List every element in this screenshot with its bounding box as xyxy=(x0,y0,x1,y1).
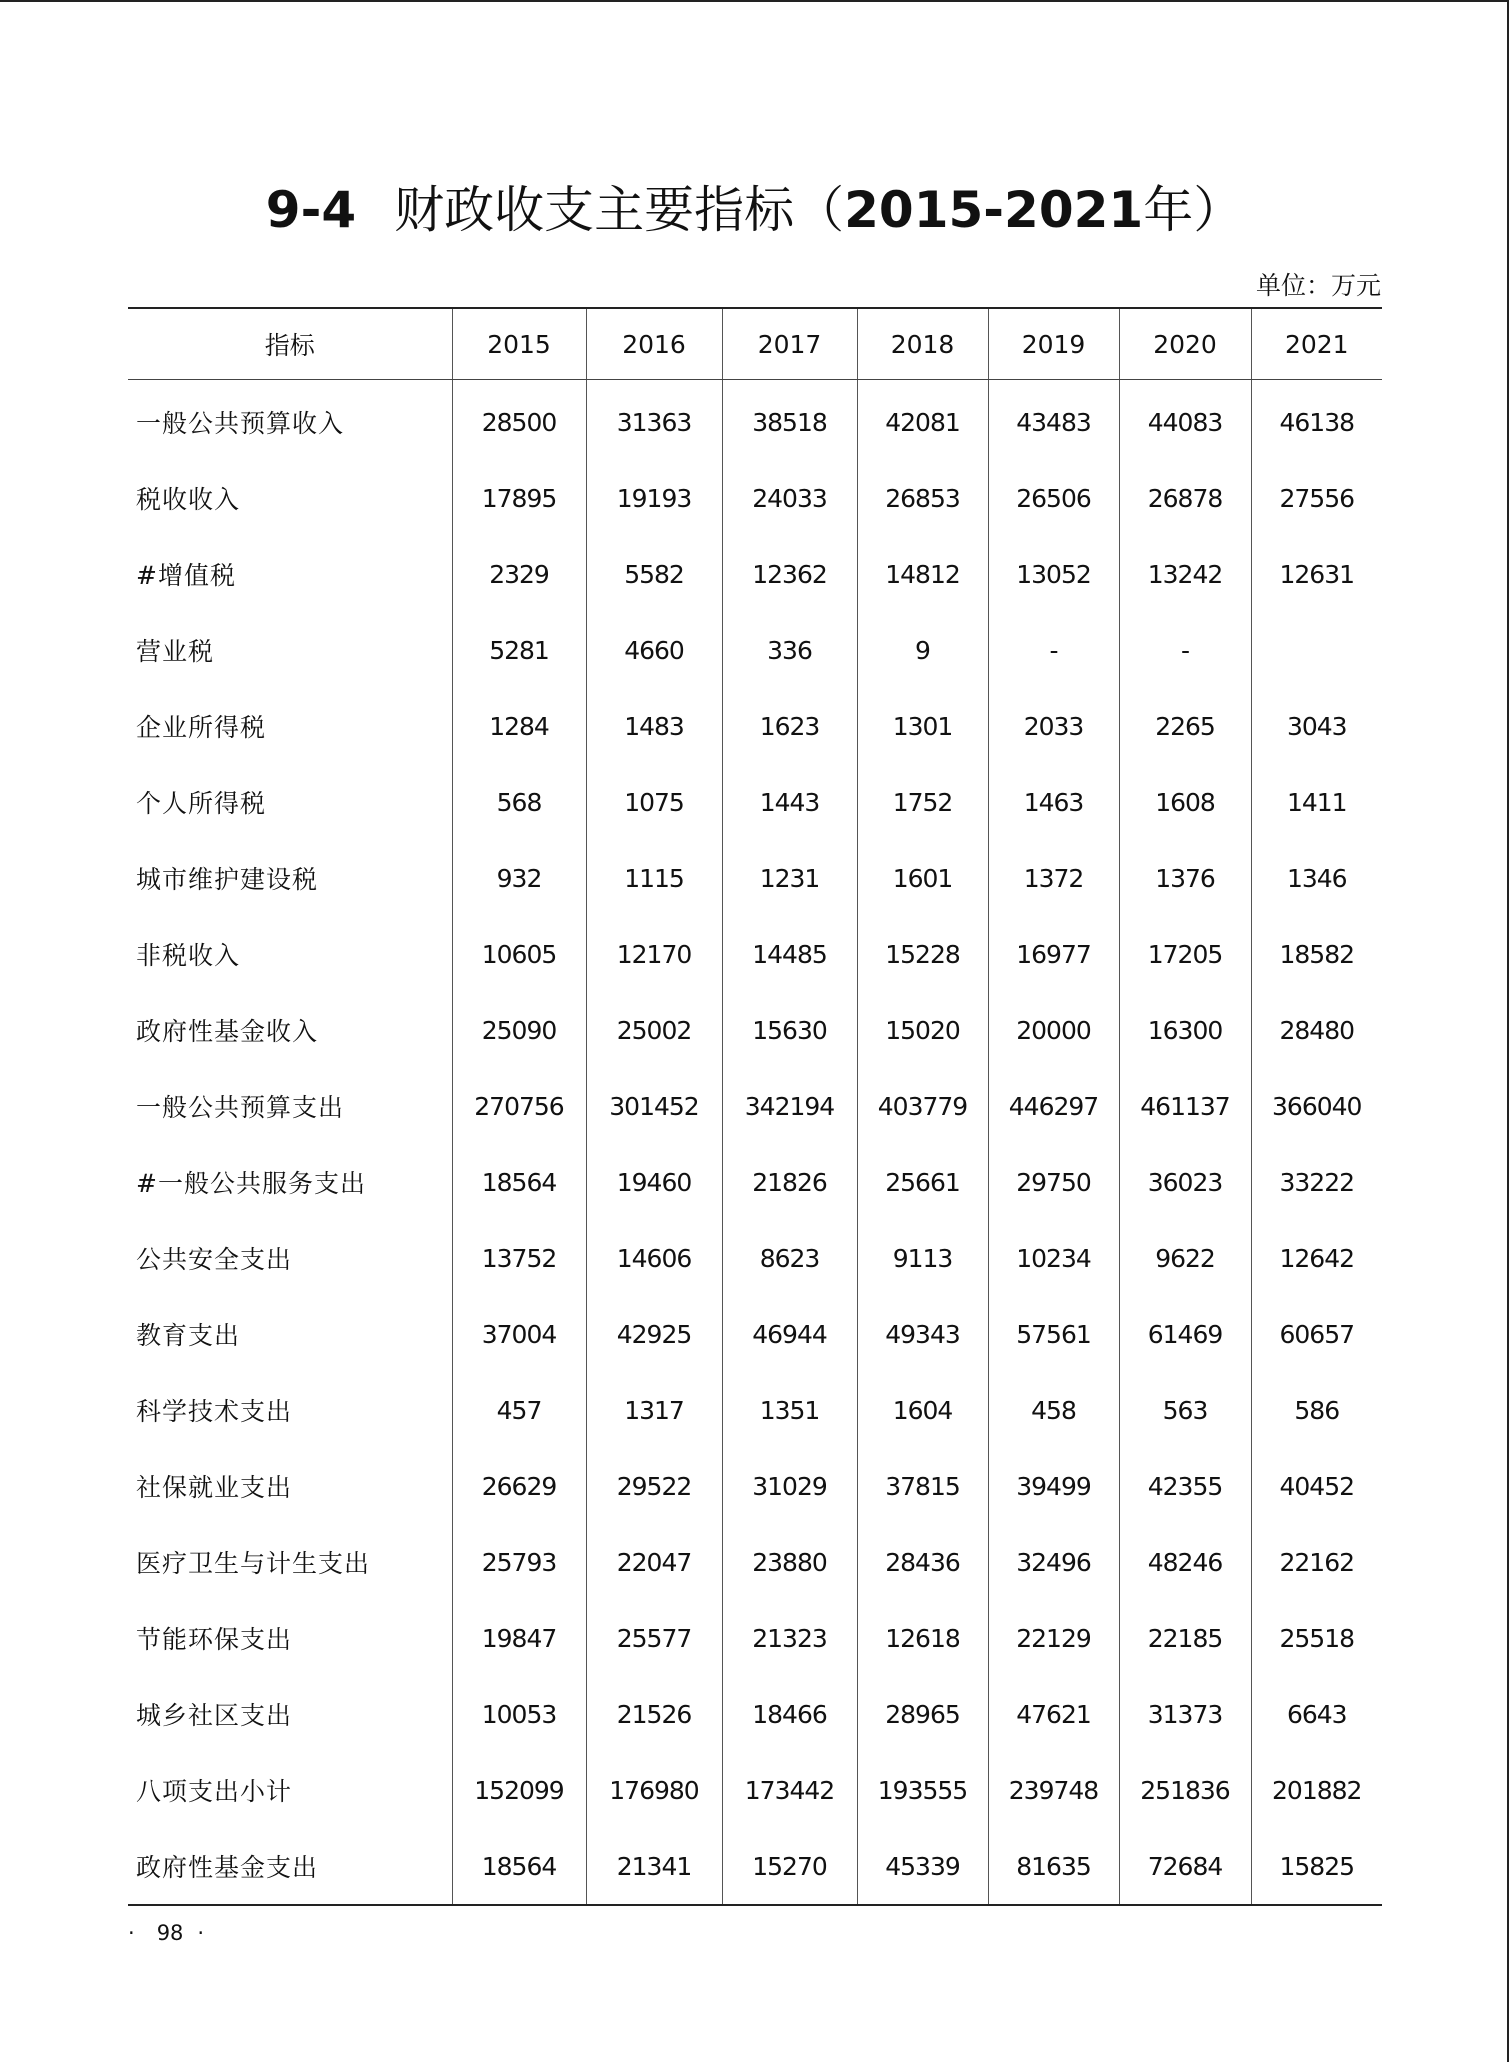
cell-value: 251836 xyxy=(1119,1752,1251,1828)
cell-value: - xyxy=(1119,612,1251,688)
row-label: 一般公共预算收入 xyxy=(136,409,345,438)
title-paren-open: （ xyxy=(794,181,845,239)
cell-value: 19193 xyxy=(586,460,722,536)
cell-value: 28480 xyxy=(1251,992,1382,1068)
cell-value: 17895 xyxy=(452,460,586,536)
cell-value: 586 xyxy=(1251,1372,1382,1448)
table-row xyxy=(128,1068,1382,1144)
cell-value: 932 xyxy=(452,840,586,916)
cell-value: 1301 xyxy=(857,688,988,764)
cell-value: 15270 xyxy=(722,1828,857,1905)
header-year: 2018 xyxy=(857,308,988,380)
cell-value: 1376 xyxy=(1119,840,1251,916)
row-label: 社保就业支出 xyxy=(136,1473,293,1502)
header-year: 2017 xyxy=(722,308,857,380)
cell-value: 336 xyxy=(722,612,857,688)
cell-value: 568 xyxy=(452,764,586,840)
cell-value: 12170 xyxy=(586,916,722,992)
table-body xyxy=(128,380,1382,1906)
row-label: 政府性基金支出 xyxy=(128,1828,452,1905)
cell-value: 72684 xyxy=(1119,1828,1251,1905)
cell-value: 173442 xyxy=(722,1752,857,1828)
cell-value: 21826 xyxy=(722,1144,857,1220)
cell-value: 18582 xyxy=(1251,916,1382,992)
table-row xyxy=(128,460,1382,536)
cell-value: 29522 xyxy=(586,1448,722,1524)
cell-value: 22047 xyxy=(586,1524,722,1600)
table-row xyxy=(128,840,1382,916)
cell-value: 457 xyxy=(452,1372,586,1448)
cell-value: 25518 xyxy=(1251,1600,1382,1676)
page-number: 98 xyxy=(156,1921,184,1945)
cell-value: 49343 xyxy=(857,1296,988,1372)
cell-value: 403779 xyxy=(857,1068,988,1144)
cell-value: 2033 xyxy=(988,688,1119,764)
cell-value: 57561 xyxy=(988,1296,1119,1372)
cell-value: 26506 xyxy=(988,460,1119,536)
cell-value: 17205 xyxy=(1119,916,1251,992)
cell-value: 29750 xyxy=(988,1144,1119,1220)
cell-value: 1284 xyxy=(452,688,586,764)
cell-value: 15630 xyxy=(722,992,857,1068)
row-label: 公共安全支出 xyxy=(136,1245,293,1274)
header-year: 2020 xyxy=(1119,308,1251,380)
cell-value: 37815 xyxy=(857,1448,988,1524)
cell-value: 1317 xyxy=(586,1372,722,1448)
cell-value: 61469 xyxy=(1119,1296,1251,1372)
row-label: 八项支出小计 xyxy=(136,1777,293,1806)
cell-value: 10605 xyxy=(452,916,586,992)
cell-value: 19847 xyxy=(452,1600,586,1676)
cell-value: 1463 xyxy=(988,764,1119,840)
cell-value: 26878 xyxy=(1119,460,1251,536)
title-text: 财政收支主要指标 xyxy=(394,181,795,239)
row-label: 政府性基金收入 xyxy=(136,1017,319,1046)
footer-dot-right: · xyxy=(197,1921,205,1945)
cell-value: 26853 xyxy=(857,460,988,536)
table-row xyxy=(128,1676,1382,1752)
cell-value: 193555 xyxy=(857,1752,988,1828)
cell-value: 1604 xyxy=(857,1372,988,1448)
cell-value: 563 xyxy=(1119,1372,1251,1448)
row-label: 一般公共预算支出 xyxy=(136,1093,345,1122)
page-footer xyxy=(128,1918,204,1948)
cell-value: 22129 xyxy=(988,1600,1119,1676)
cell-value: 12362 xyxy=(722,536,857,612)
cell-value: 1075 xyxy=(586,764,722,840)
table-row xyxy=(128,1448,1382,1524)
cell-value: 22162 xyxy=(1251,1524,1382,1600)
cell-value: 15825 xyxy=(1251,1828,1382,1905)
table-row xyxy=(128,764,1382,840)
table-row xyxy=(128,1600,1382,1676)
cell-value: 47621 xyxy=(988,1676,1119,1752)
cell-value: 48246 xyxy=(1119,1524,1251,1600)
table-row xyxy=(128,1524,1382,1600)
cell-value: 2265 xyxy=(1119,688,1251,764)
cell-value: 3043 xyxy=(1251,688,1382,764)
cell-value: 44083 xyxy=(1119,380,1251,461)
cell-value: 38518 xyxy=(722,380,857,461)
cell-value: 16977 xyxy=(988,916,1119,992)
cell-value: 239748 xyxy=(988,1752,1119,1828)
cell-value: 1231 xyxy=(722,840,857,916)
cell-value: 12618 xyxy=(857,1600,988,1676)
table-row xyxy=(128,688,1382,764)
cell-value: 12631 xyxy=(1251,536,1382,612)
cell-value: 60657 xyxy=(1251,1296,1382,1372)
cell-value: 25577 xyxy=(586,1600,722,1676)
cell-value: 45339 xyxy=(857,1828,988,1905)
title-years: 2015-2021 xyxy=(844,181,1144,239)
header-year: 2016 xyxy=(586,308,722,380)
cell-value: 31373 xyxy=(1119,1676,1251,1752)
cell-value: 1372 xyxy=(988,840,1119,916)
cell-value: 13752 xyxy=(452,1220,586,1296)
cell-value: 25002 xyxy=(586,992,722,1068)
cell-value: 21341 xyxy=(586,1828,722,1905)
row-label: 节能环保支出 xyxy=(136,1625,293,1654)
fiscal-indicators-table xyxy=(128,307,1382,1906)
cell-value: 28965 xyxy=(857,1676,988,1752)
row-label: 城市维护建设税 xyxy=(136,865,319,894)
header-indicator: 指标 xyxy=(128,308,452,380)
cell-value: 18466 xyxy=(722,1676,857,1752)
table-row xyxy=(128,1752,1382,1828)
cell-value: 9622 xyxy=(1119,1220,1251,1296)
cell-value: 37004 xyxy=(452,1296,586,1372)
cell-value: 6643 xyxy=(1251,1676,1382,1752)
row-label: 科学技术支出 xyxy=(136,1397,293,1426)
cell-value: 81635 xyxy=(988,1828,1119,1905)
table-header xyxy=(128,308,1382,380)
row-label: 营业税 xyxy=(136,637,215,666)
table-row xyxy=(128,1372,1382,1448)
row-label: 教育支出 xyxy=(136,1321,241,1350)
cell-value: 461137 xyxy=(1119,1068,1251,1144)
cell-value: 270756 xyxy=(452,1068,586,1144)
cell-value: 42355 xyxy=(1119,1448,1251,1524)
cell-value: 4660 xyxy=(586,612,722,688)
row-label: #一般公共服务支出 xyxy=(136,1169,366,1198)
table-number: 9-4 xyxy=(265,181,357,239)
cell-value: 9113 xyxy=(857,1220,988,1296)
page-title xyxy=(0,178,1509,242)
cell-value: 28500 xyxy=(452,380,586,461)
cell-value: 2329 xyxy=(452,536,586,612)
table-row xyxy=(128,1828,1382,1905)
cell-value: 27556 xyxy=(1251,460,1382,536)
cell-value: 1752 xyxy=(857,764,988,840)
cell-value: 176980 xyxy=(586,1752,722,1828)
cell-value: 18564 xyxy=(452,1144,586,1220)
table-row xyxy=(128,916,1382,992)
cell-value: 14606 xyxy=(586,1220,722,1296)
cell-value: 24033 xyxy=(722,460,857,536)
cell-value: 1601 xyxy=(857,840,988,916)
row-label: 税收收入 xyxy=(136,485,241,514)
cell-value: 15020 xyxy=(857,992,988,1068)
table-row xyxy=(128,380,1382,461)
row-label: 企业所得税 xyxy=(136,713,267,742)
table-row xyxy=(128,1220,1382,1296)
cell-value: 1608 xyxy=(1119,764,1251,840)
cell-value: 25793 xyxy=(452,1524,586,1600)
cell-value: 42081 xyxy=(857,380,988,461)
cell-value: 458 xyxy=(988,1372,1119,1448)
table-row xyxy=(128,612,1382,688)
cell-value: 5582 xyxy=(586,536,722,612)
cell-value: 25661 xyxy=(857,1144,988,1220)
cell-value: 46138 xyxy=(1251,380,1382,461)
cell-value: 13242 xyxy=(1119,536,1251,612)
cell-value: 18564 xyxy=(452,1828,586,1905)
header-year: 2015 xyxy=(452,308,586,380)
title-paren-close: ） xyxy=(1193,181,1244,239)
cell-value: 201882 xyxy=(1251,1752,1382,1828)
cell-value: 5281 xyxy=(452,612,586,688)
cell-value: 1351 xyxy=(722,1372,857,1448)
cell-value: 1346 xyxy=(1251,840,1382,916)
row-label: #增值税 xyxy=(136,561,236,590)
cell-value: 31363 xyxy=(586,380,722,461)
footer-dot-left: · xyxy=(128,1921,135,1945)
cell-value: 12642 xyxy=(1251,1220,1382,1296)
unit-label: 单位：万元 xyxy=(1255,271,1381,300)
title-year-char: 年 xyxy=(1143,181,1194,239)
cell-value: 39499 xyxy=(988,1448,1119,1524)
cell-value: 28436 xyxy=(857,1524,988,1600)
cell-value: 14812 xyxy=(857,536,988,612)
cell-value: 21526 xyxy=(586,1676,722,1752)
cell-value: 40452 xyxy=(1251,1448,1382,1524)
cell-value: 10053 xyxy=(452,1676,586,1752)
row-label: 非税收入 xyxy=(136,941,241,970)
row-label: 个人所得税 xyxy=(136,789,267,818)
cell-value: 31029 xyxy=(722,1448,857,1524)
cell-value: 16300 xyxy=(1119,992,1251,1068)
cell-value: - xyxy=(988,612,1119,688)
cell-value: 1623 xyxy=(722,688,857,764)
table-row xyxy=(128,1296,1382,1372)
cell-value: 342194 xyxy=(722,1068,857,1144)
cell-value: 301452 xyxy=(586,1068,722,1144)
cell-value: 32496 xyxy=(988,1524,1119,1600)
page-border-top xyxy=(0,0,1509,2)
cell-value: 1443 xyxy=(722,764,857,840)
cell-value: 446297 xyxy=(988,1068,1119,1144)
cell-value: 42925 xyxy=(586,1296,722,1372)
row-label: 城乡社区支出 xyxy=(136,1701,293,1730)
cell-value: 21323 xyxy=(722,1600,857,1676)
table-row xyxy=(128,1144,1382,1220)
cell-value: 13052 xyxy=(988,536,1119,612)
cell-value: 9 xyxy=(857,612,988,688)
header-year: 2021 xyxy=(1251,308,1382,380)
cell-value: 43483 xyxy=(988,380,1119,461)
cell-value: 26629 xyxy=(452,1448,586,1524)
cell-value: 14485 xyxy=(722,916,857,992)
cell-value: 1411 xyxy=(1251,764,1382,840)
header-row xyxy=(128,308,1382,380)
cell-value: 20000 xyxy=(988,992,1119,1068)
cell-value: 366040 xyxy=(1251,1068,1382,1144)
header-year: 2019 xyxy=(988,308,1119,380)
cell-value: 19460 xyxy=(586,1144,722,1220)
cell-value: 25090 xyxy=(452,992,586,1068)
cell-value: 1115 xyxy=(586,840,722,916)
cell-value xyxy=(1251,612,1382,688)
cell-value: 22185 xyxy=(1119,1600,1251,1676)
cell-value: 1483 xyxy=(586,688,722,764)
row-label: 医疗卫生与计生支出 xyxy=(136,1549,371,1578)
cell-value: 46944 xyxy=(722,1296,857,1372)
table-row xyxy=(128,992,1382,1068)
cell-value: 36023 xyxy=(1119,1144,1251,1220)
cell-value: 10234 xyxy=(988,1220,1119,1296)
cell-value: 33222 xyxy=(1251,1144,1382,1220)
table-row xyxy=(128,536,1382,612)
cell-value: 152099 xyxy=(452,1752,586,1828)
cell-value: 8623 xyxy=(722,1220,857,1296)
cell-value: 15228 xyxy=(857,916,988,992)
cell-value: 23880 xyxy=(722,1524,857,1600)
